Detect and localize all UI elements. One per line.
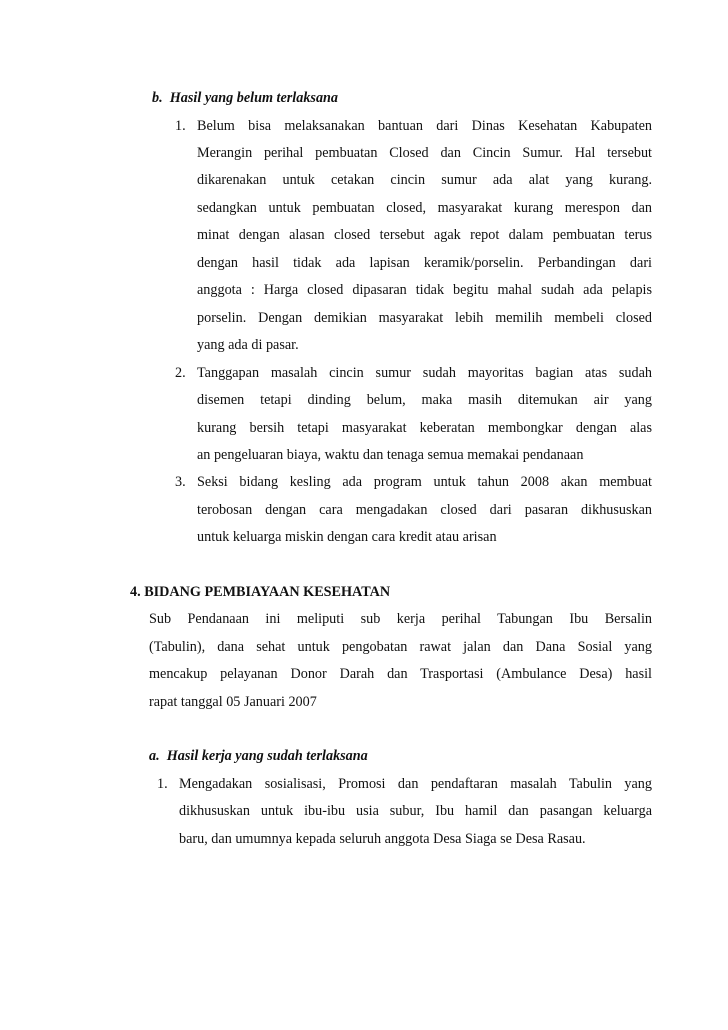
paragraph-line: porselin. Dengan demikian masyarakat lebih memilih membeli closed: [197, 310, 652, 326]
paragraph-line: mencakup pelayanan Donor Darah dan Trasportasi (Ambulance Desa) hasil: [149, 666, 652, 682]
paragraph-line: Tanggapan masalah cincin sumur sudah mayoritas bagian atas sudah: [197, 365, 652, 381]
section-a-heading: [149, 747, 368, 765]
paragraph-line: rapat tanggal 05 Januari 2007: [149, 694, 317, 710]
section-4-heading: 4. BIDANG PEMBIAYAAN KESEHATAN: [130, 584, 391, 600]
paragraph-line: Sub Pendanaan ini meliputi sub kerja perihal Tabungan Ibu Bersalin: [149, 611, 652, 627]
section-b-label: b.: [152, 90, 163, 106]
paragraph-line: dikarenakan untuk cetakan cincin sumur ada alat yang kurang.: [197, 172, 652, 188]
paragraph-line: an pengeluaran biaya, waktu dan tenaga semua memakai pendanaan: [197, 447, 584, 463]
paragraph-line: Belum bisa melaksanakan bantuan dari Dinas Kesehatan Kabupaten: [197, 118, 652, 134]
paragraph-line: Seksi bidang kesling ada program untuk tahun 2008 akan membuat: [197, 474, 652, 490]
list-item-number: 1.: [175, 118, 186, 134]
paragraph-line: anggota : Harga closed dipasaran tidak begitu mahal sudah ada pelapis: [197, 282, 652, 298]
section-a-title: Hasil kerja yang sudah terlaksana: [166, 748, 368, 764]
paragraph-line: kurang bersih tetapi masyarakat keberatan membongkar dengan alas: [197, 420, 652, 436]
paragraph-line: terobosan dengan cara mengadakan closed dari pasaran dikhususkan: [197, 502, 652, 518]
paragraph-line: sedangkan untuk pembuatan closed, masyarakat kurang merespon dan: [197, 200, 652, 216]
paragraph-line: yang ada di pasar.: [197, 337, 299, 353]
paragraph-line: (Tabulin), dana sehat untuk pengobatan rawat jalan dan Dana Sosial yang: [149, 639, 652, 655]
list-item-number: 2.: [175, 365, 186, 381]
paragraph-line: Merangin perihal pembuatan Closed dan Cincin Sumur. Hal tersebut: [197, 145, 652, 161]
paragraph-line: Mengadakan sosialisasi, Promosi dan pendaftaran masalah Tabulin yang: [179, 776, 652, 792]
paragraph-line: dikhususkan untuk ibu-ibu usia subur, Ibu hamil dan pasangan keluarga: [179, 803, 652, 819]
section-b-title: Hasil yang belum terlaksana: [169, 90, 339, 106]
list-item-number: 1.: [157, 776, 168, 792]
section-b-heading: [152, 89, 338, 107]
paragraph-line: dengan hasil tidak ada lapisan keramik/porselin. Perbandingan dari: [197, 255, 652, 271]
paragraph-line: baru, dan umumnya kepada seluruh anggota Desa Siaga se Desa Rasau.: [179, 831, 586, 847]
paragraph-line: minat dengan alasan closed tersebut agak repot dalam pembuatan terus: [197, 227, 652, 243]
paragraph-line: disemen tetapi dinding belum, maka masih ditemukan air yang: [197, 392, 652, 408]
list-item-number: 3.: [175, 474, 186, 490]
section-a-label: a.: [149, 748, 160, 764]
paragraph-line: untuk keluarga miskin dengan cara kredit atau arisan: [197, 529, 497, 545]
